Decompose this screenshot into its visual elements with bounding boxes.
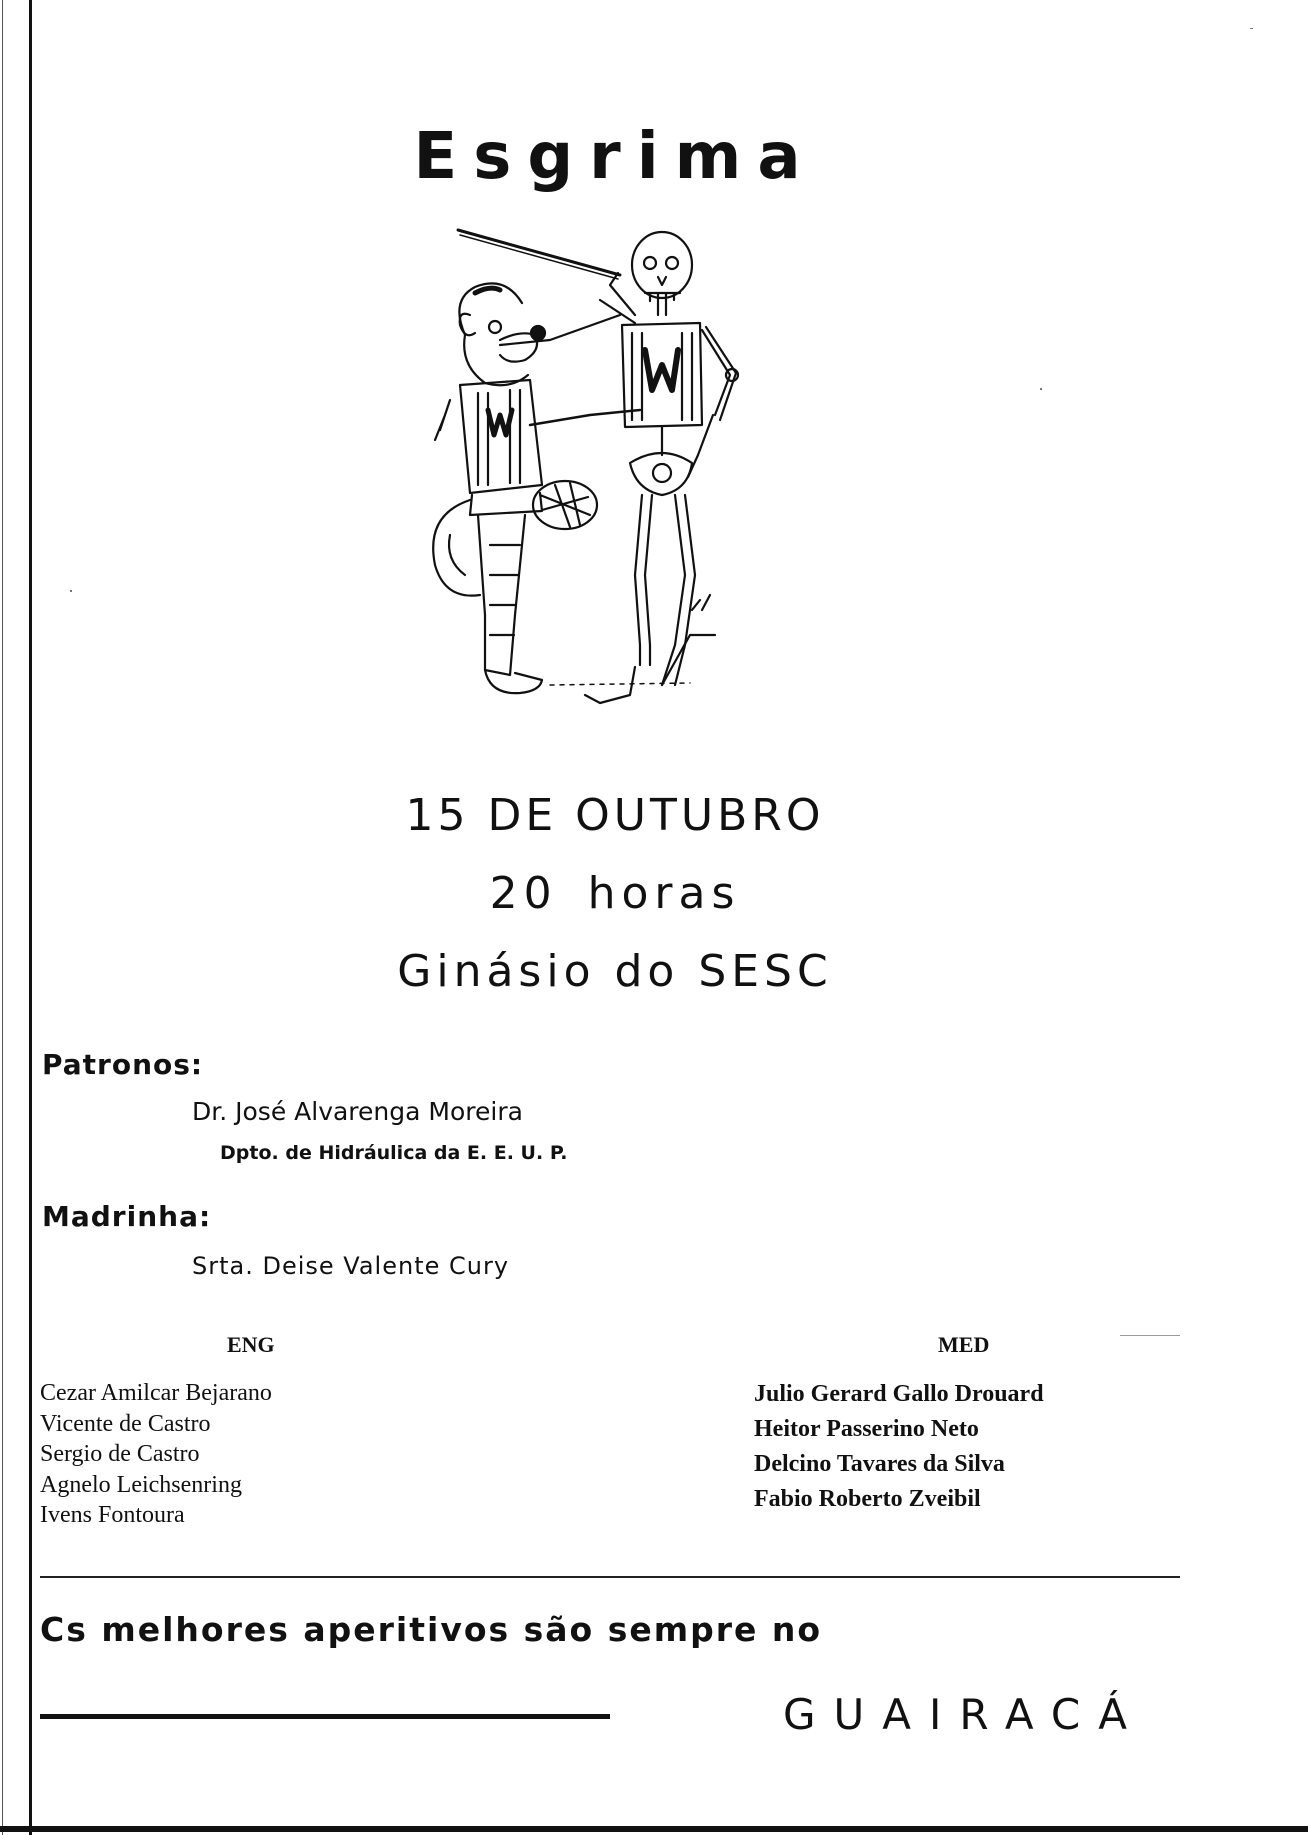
bottom-margin-rule — [0, 1826, 1308, 1832]
event-time-unit: horas — [587, 868, 741, 919]
event-time-number: 20 — [489, 868, 558, 919]
godmother-name: Srta. Deise Valente Cury — [192, 1252, 510, 1280]
med-team-heading: MED — [938, 1332, 990, 1357]
eng-team-heading: ENG — [227, 1332, 275, 1357]
patron-department: Dpto. de Hidráulica da E. E. U. P. — [220, 1142, 568, 1164]
section-divider — [40, 1576, 1180, 1578]
advertisement-brand: GUAIRACÁ — [783, 1690, 1145, 1739]
fencing-cartoon-illustration — [430, 215, 800, 765]
list-item: Julio Gerard Gallo Drouard — [754, 1381, 1044, 1407]
scan-speck — [70, 590, 72, 592]
list-item: Cezar Amilcar Bejarano — [40, 1380, 272, 1406]
scan-speck — [1040, 388, 1042, 390]
list-item: Ivens Fontoura — [40, 1502, 185, 1528]
list-item: Fabio Roberto Zveibil — [754, 1486, 981, 1512]
list-item: Heitor Passerino Neto — [754, 1416, 979, 1442]
event-time — [0, 868, 1230, 919]
list-item: Sergio de Castro — [40, 1441, 200, 1467]
advertisement-rule — [40, 1714, 610, 1719]
godmother-label: Madrinha: — [42, 1200, 212, 1233]
list-item: Delcino Tavares da Silva — [754, 1451, 1005, 1477]
event-date: 15 DE OUTUBRO — [405, 790, 825, 841]
eng-team-list — [40, 1378, 272, 1531]
scan-speck — [1250, 28, 1253, 29]
advertisement-text: Cs melhores aperitivos são sempre no — [40, 1610, 823, 1649]
patrons-label: Patronos: — [42, 1048, 204, 1081]
list-item: Agnelo Leichsenring — [40, 1471, 242, 1498]
scan-speck — [1120, 1335, 1180, 1336]
patron-name: Dr. José Alvarenga Moreira — [192, 1097, 523, 1126]
list-item: Vicente de Castro — [40, 1410, 211, 1437]
page-title: Esgrima — [413, 120, 817, 194]
med-team-list — [754, 1377, 1044, 1517]
event-place: Ginásio do SESC — [397, 946, 833, 997]
